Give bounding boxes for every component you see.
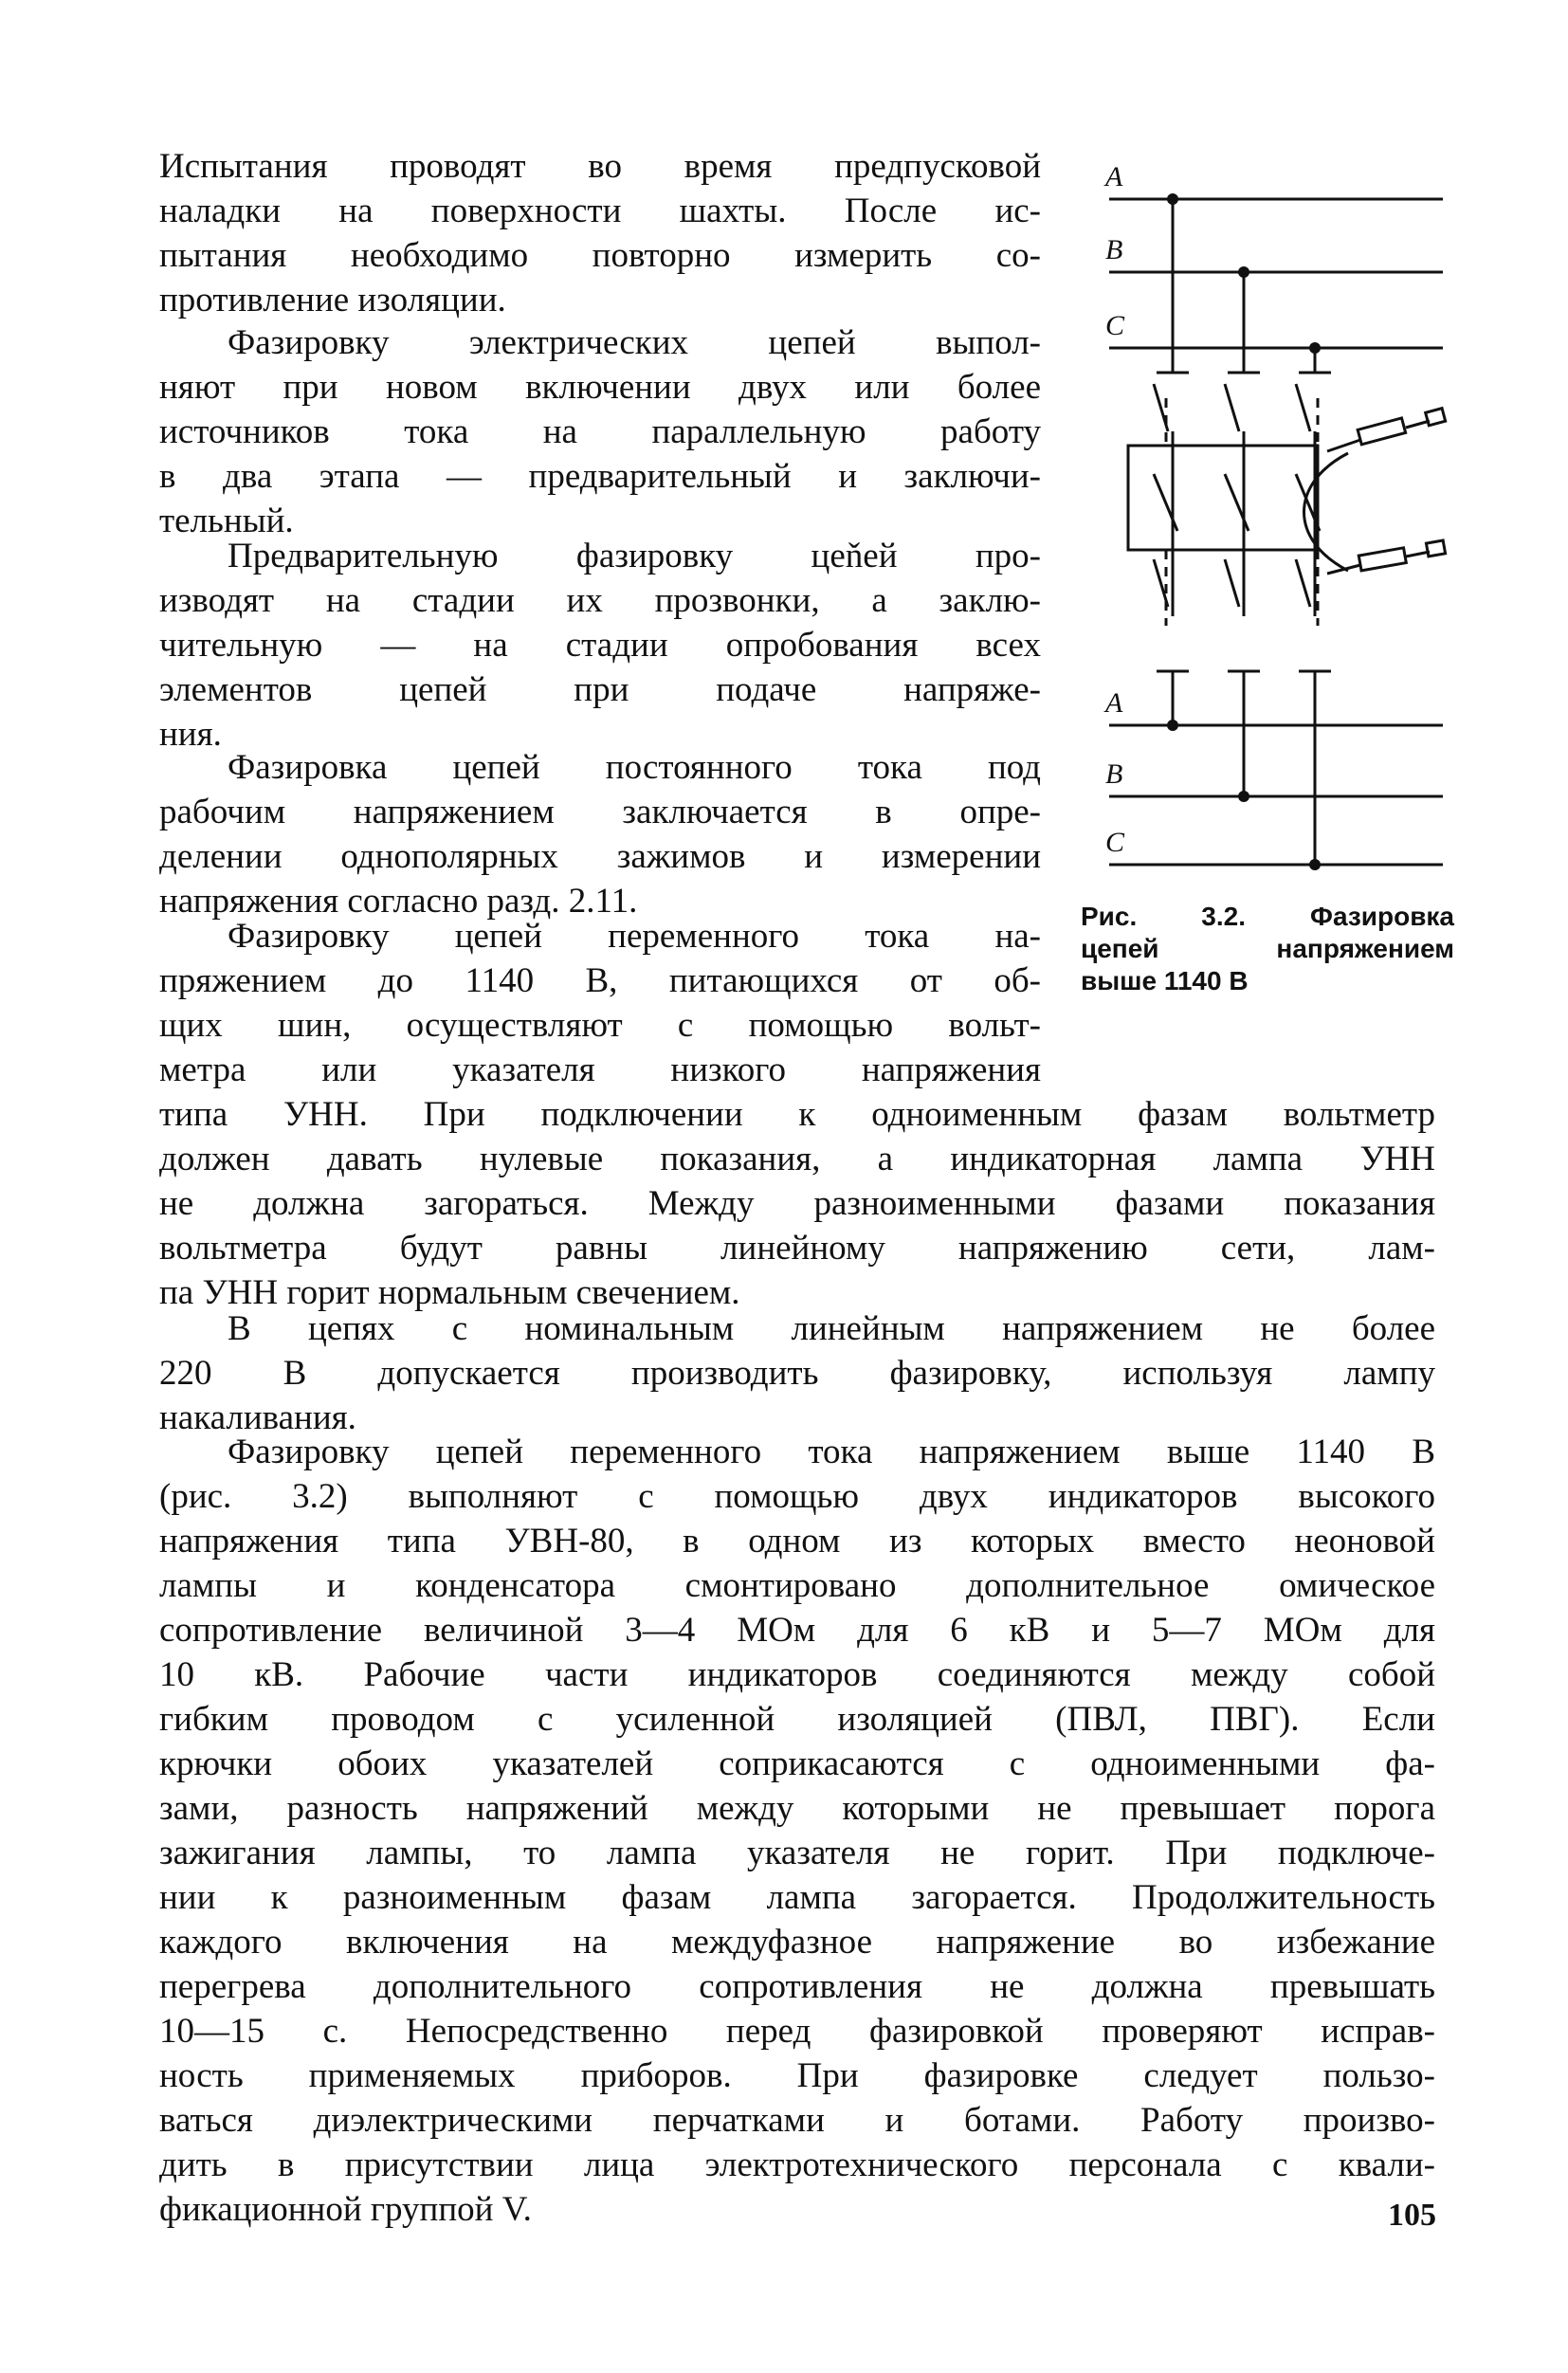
text-line: перегрева дополнительного сопротивления не должна превышать [159,1967,1435,2006]
text-line: изводят на стадии их прозвонки, а заклю- [159,581,1041,620]
phase-label-bottom-c: C [1105,827,1125,858]
text-line: Фазировку электрических цепей выпол- [228,323,1041,362]
text-line: пряжением до 1140 В, питающихся от об- [159,961,1041,1000]
text-line: метра или указателя низкого напряжения [159,1050,1041,1089]
text-line: па УНН горит нормальным свечением. [159,1273,740,1312]
paragraph-3 [159,534,1041,757]
text-line: фикационной группой V. [159,2190,532,2229]
text-line: дить в присутствии лица электротехнического персонала с квали- [159,2145,1435,2184]
text-line: не должна загораться. Между разноименными фазами показания [159,1184,1435,1223]
switch-cabinet [1128,446,1318,550]
text-line: лампы и конденсатора смонтировано дополнительное омическое [159,1566,1435,1605]
text-line: напряжения типа УВН-80, в одном из которых вместо неоновой [159,1522,1435,1561]
paragraph-7 [159,1430,1435,2232]
text-line: источников тока на параллельную работу [159,412,1041,451]
figure-caption [1081,901,1454,997]
phase-label-top-b: B [1105,234,1123,265]
text-line: гибким проводом с усиленной изоляцией (ПВЛ, ПВГ). Если [159,1700,1435,1739]
text-line: противление изоляции. [159,281,506,319]
text-line: чительную — на стадии опробования всех [159,626,1041,665]
text-line: 220 В допускается производить фазировку, используя лампу [159,1354,1435,1393]
paragraph-5 [159,914,1041,1092]
text-line: зажигания лампы, то лампа указателя не горит. При подключе- [159,1834,1435,1872]
text-line: делении однополярных зажимов и измерении [159,837,1041,876]
phase-label-top-a: A [1105,161,1123,192]
indicator-probe-top [1327,409,1446,451]
phase-label-bottom-b: B [1105,758,1123,790]
page-number: 105 [1388,2198,1436,2233]
text-line: ния. [159,715,222,754]
text-line: нии к разноименным фазам лампа загорается. Продолжительность [159,1878,1435,1917]
text-line: Фазировка цепей постоянного тока под [228,748,1041,787]
text-line: щих шин, осуществляют с помощью вольт- [159,1006,1041,1045]
text-line: вольтметра будут равны линейному напряжению сети, лам- [159,1229,1435,1268]
text-line: (рис. 3.2) выполняют с помощью двух индикаторов высокого [159,1477,1435,1516]
text-line: пытания необходимо повторно измерить со- [159,236,1041,275]
text-line: 10 кВ. Рабочие части индикаторов соединяются между собой [159,1655,1435,1694]
paragraph-6 [159,1306,1435,1440]
indicator-probe-bottom [1327,540,1446,574]
text-line: В цепях с номинальным линейным напряжением не более [228,1309,1435,1348]
text-line: в два этапа — предварительный и заключи- [159,457,1041,496]
text-line: Фазировку цепей переменного тока напряжением выше 1140 В [228,1433,1435,1471]
text-line: напряжения согласно разд. 2.11. [159,882,638,921]
phase-label-top-c: C [1105,310,1125,341]
text-line: няют при новом включении двух или более [159,368,1041,407]
paragraph-1 [159,144,1041,322]
text-line: каждого включения на междуфазное напряжение во избежание [159,1923,1435,1962]
text-line: сопротивление величиной 3—4 МОм для 6 кВ и 5—7 МОм для [159,1611,1435,1650]
text-line: крючки обоих указателей соприкасаются с одноименными фа- [159,1744,1435,1783]
text-line: тельный. [159,502,294,540]
text-line: Испытания проводят во время предпусковой [159,147,1041,186]
text-line: накаливания. [159,1398,356,1437]
paragraph-5-continued [159,1092,1435,1315]
text-line: Фазировку цепей переменного тока на- [228,917,1041,956]
text-line: Предварительную фазировку цеňей про- [228,537,1041,575]
text-line: ность применяемых приборов. При фазировке следует пользо- [159,2056,1435,2095]
paragraph-4 [159,745,1041,923]
text-line: типа УНН. При подключении к одноименным фазам вольтметр [159,1095,1435,1134]
text-line: зами, разность напряжений между которыми не превышает порога [159,1789,1435,1828]
phase-label-bottom-a: A [1105,687,1123,719]
caption-line: цепей напряжением [1081,934,1454,963]
caption-line: выше 1140 В [1081,966,1249,995]
text-line: элементов цепей при подаче напряже- [159,670,1041,709]
text-line: ваться диэлектрическими перчатками и ботами. Работу произво- [159,2101,1435,2140]
text-line: рабочим напряжением заключается в опре- [159,793,1041,831]
text-line: 10—15 с. Непосредственно перед фазировкой проверяют исправ- [159,2012,1435,2051]
text-line: наладки на поверхности шахты. После ис- [159,192,1041,230]
phasing-diagram [1100,152,1450,872]
text-line: должен давать нулевые показания, а индикаторная лампа УНН [159,1140,1435,1178]
paragraph-2 [159,320,1041,543]
caption-line: Рис. 3.2. Фазировка [1081,902,1454,931]
